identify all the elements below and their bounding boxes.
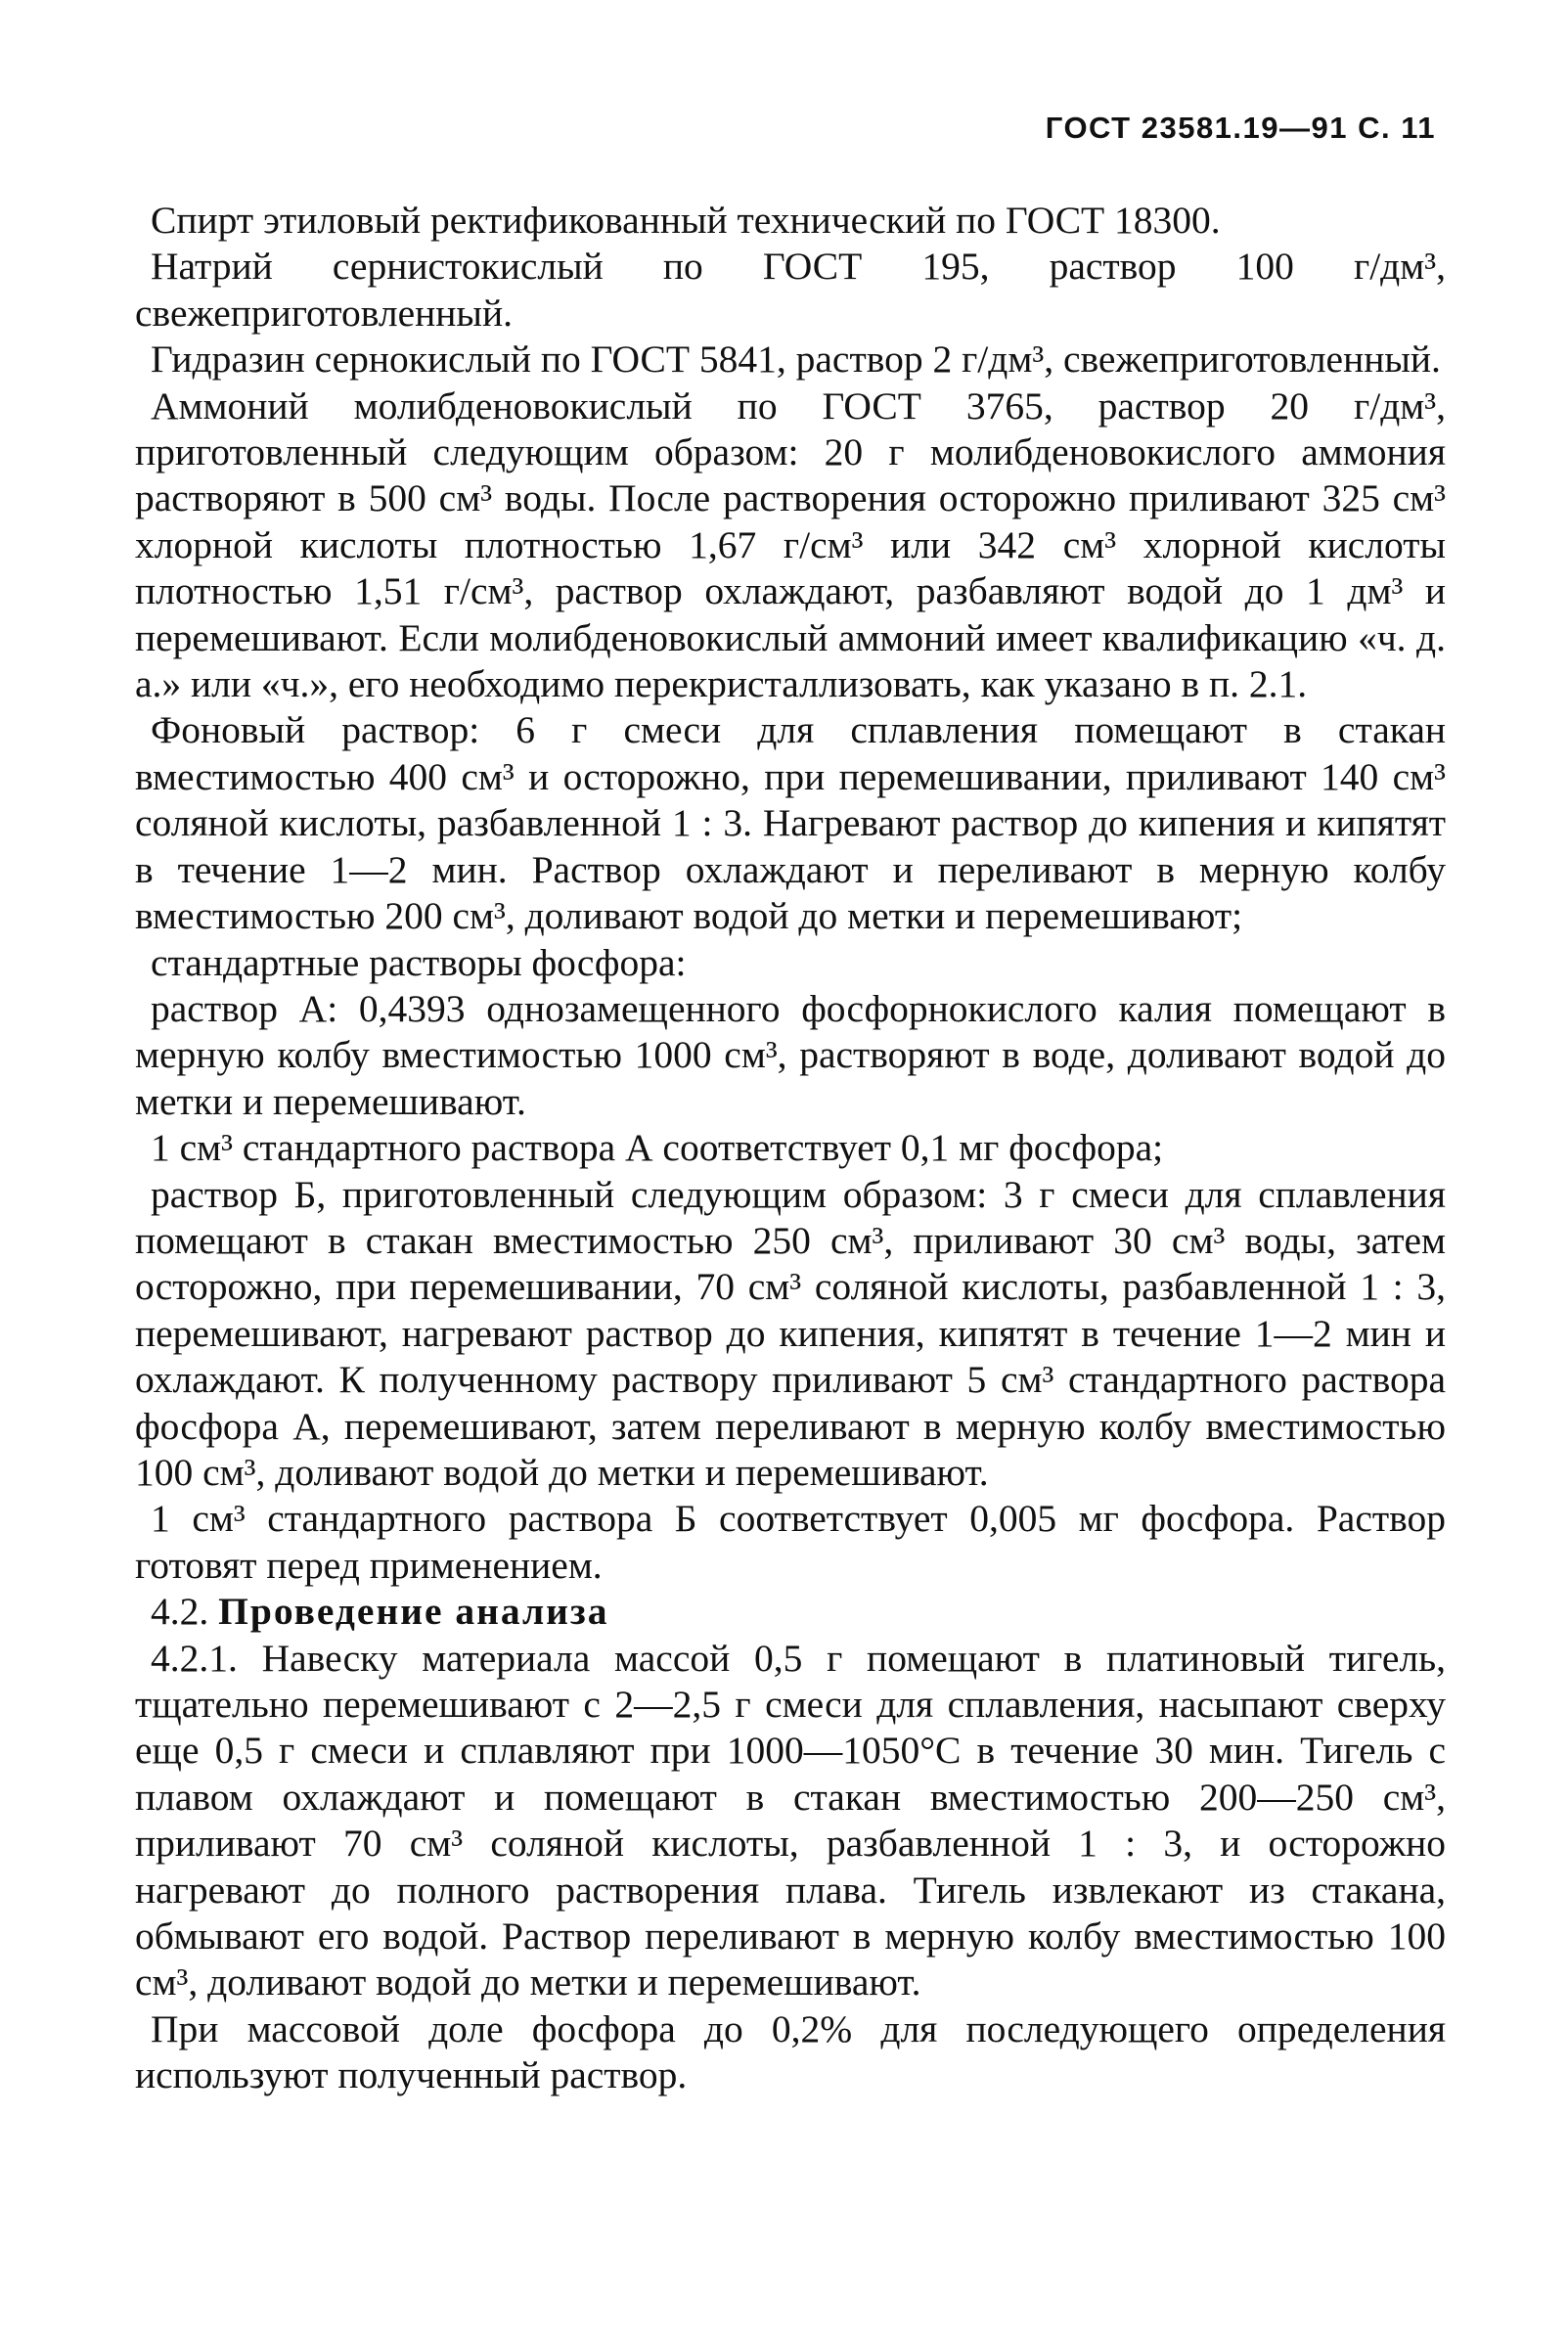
paragraph-sodium-sulfite: Натрий сернистокислый по ГОСТ 195, раствор 100 г/дм³, свежеприготовленный. bbox=[135, 245, 1446, 335]
document-body bbox=[135, 98, 1446, 2099]
paragraph-ammonium-molybdate: Аммоний молибденовокислый по ГОСТ 3765, раствор 20 г/дм³, приготовленный следующим образом: 20 г молибденовокислого аммония растворяют в 500 см³ воды. После растворения осторожно приливают 325 см³ хлорной кислоты плотностью 1,67 г/см³ или 342 см³ хлорной кислоты плотностью 1,51 г/см³, раствор охлаждают, разбавляют водой до 1 дм³ и перемешивают. Если молибденовокислый аммоний имеет квалификацию «ч. д. а.» или «ч.», его необходимо перекристаллизовать, как указано в п. 2.1. bbox=[135, 383, 1446, 706]
paragraph-solution-a: раствор А: 0,4393 однозамещенного фосфорнокислого калия помещают в мерную колбу вместимостью 1000 см³, растворяют в воде, доливают водой до метки и перемешивают. bbox=[135, 986, 1446, 1123]
paragraph-solution-a-equivalence: 1 см³ стандартного раствора А соответствует 0,1 мг фосфора; bbox=[151, 1126, 1164, 1170]
paragraph-solution-b-equivalence: 1 см³ стандартного раствора Б соответствует 0,005 мг фосфора. Раствор готовят перед применением. bbox=[135, 1497, 1446, 1587]
paragraph-procedure-4-2-1: 4.2.1. Навеску материала массой 0,5 г помещают в платиновый тигель, тщательно перемешивают с 2—2,5 г смеси для сплавления, насыпают сверху еще 0,5 г смеси и сплавляют при 1000—1050°С в течение 30 мин. Тигель с плавом охлаждают и помещают в стакан вместимостью 200—250 см³, приливают 70 см³ соляной кислоты, разбавленной 1 : 3, и осторожно нагревают до полного растворения плава. Тигель извлекают из стакана, обмывают его водой. Раствор переливают в мерную колбу вместимостью 100 см³, доливают водой до метки и перемешивают. bbox=[135, 1636, 1446, 2004]
paragraph-hydrazine: Гидразин сернокислый по ГОСТ 5841, раствор 2 г/дм³, свежеприготовленный. bbox=[151, 338, 1441, 382]
paragraph-standard-solutions-heading: стандартные растворы фосфора: bbox=[151, 940, 687, 984]
paragraph-solution-b: раствор Б, приготовленный следующим образом: 3 г смеси для сплавления помещают в стакан вместимостью 250 см³, приливают 30 см³ воды, затем осторожно, при перемешивании, 70 см³ соляной кислоты, разбавленной 1 : 3, перемешивают, нагревают раствор до кипения, кипятят в течение 1—2 мин и охлаждают. К полученному раствору приливают 5 см³ стандартного раствора фосфора А, перемешивают, затем переливают в мерную колбу вместимостью 100 см³, доливают водой до метки и перемешивают. bbox=[135, 1172, 1446, 1494]
section-number: 4.2. bbox=[151, 1590, 209, 1634]
paragraph-background-solution: Фоновый раствор: 6 г смеси для сплавления помещают в стакан вместимостью 400 см³ и осторожно, при перемешивании, приливают 140 см³ соляной кислоты, разбавленной 1 : 3. Нагревают раствор до кипения и кипятят в течение 1—2 мин. Раствор охлаждают и переливают в мерную колбу вместимостью 200 см³, доливают водой до метки и перемешивают; bbox=[135, 708, 1446, 938]
page-header: ГОСТ 23581.19—91 С. 11 bbox=[1045, 111, 1436, 145]
paragraph-low-phosphorus-note: При массовой доле фосфора до 0,2% для последующего определения используют полученный раствор. bbox=[135, 2006, 1446, 2097]
section-heading bbox=[135, 1589, 1446, 1635]
section-title: Проведение анализа bbox=[218, 1590, 609, 1634]
paragraph-ethanol: Спирт этиловый ректификованный технический по ГОСТ 18300. bbox=[151, 199, 1221, 242]
